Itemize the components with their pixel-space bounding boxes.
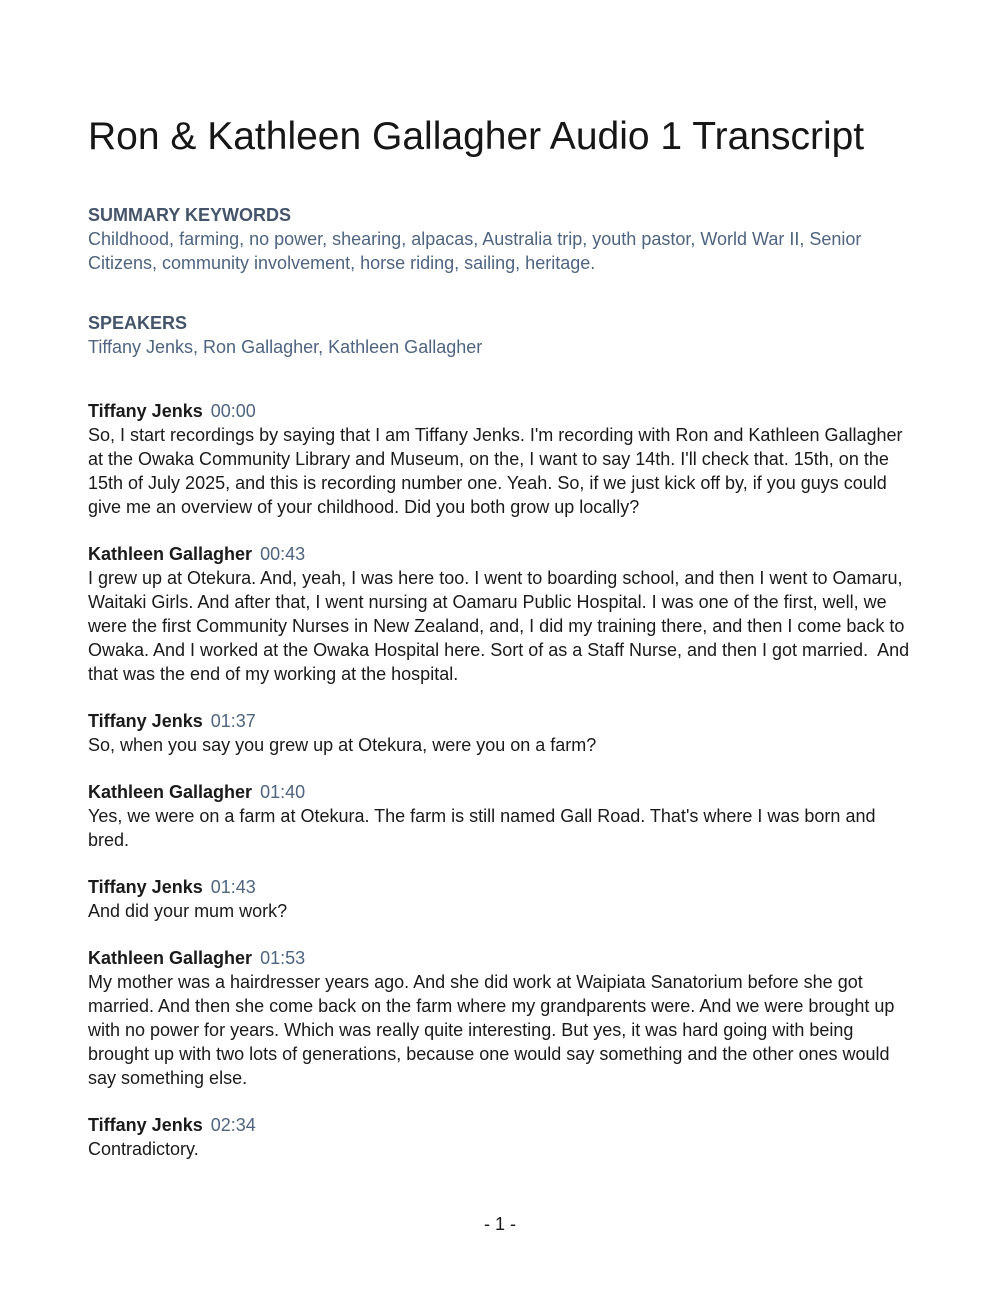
timestamp: 01:43 bbox=[210, 877, 256, 897]
utterance-text: I grew up at Otekura. And, yeah, I was here too. I went to boarding school, and then I went to Oamaru, Waitaki Girls. And after that, I went nursing at Oamaru Public Hospital. I was one of the first, well, we were the first Community Nurses in New Zealand, and, I did my training there, and then I come back to Owaka. And I worked at the Owaka Hospital here. Sort of as a Staff Nurse, and then I got married. And that was the end of my working at the hospital. bbox=[88, 568, 915, 684]
speaker-name: Kathleen Gallagher bbox=[88, 782, 253, 802]
utterance bbox=[88, 780, 912, 852]
utterance bbox=[88, 875, 912, 923]
utterance-header bbox=[88, 946, 912, 970]
utterance-text: Contradictory. bbox=[88, 1139, 199, 1159]
utterance-header bbox=[88, 709, 912, 733]
utterance bbox=[88, 709, 912, 757]
timestamp: 01:40 bbox=[260, 782, 306, 802]
utterance-text: And did your mum work? bbox=[88, 901, 288, 921]
summary-keywords-text: Childhood, farming, no power, shearing, alpacas, Australia trip, youth pastor, World War II, Senior Citizens, community involvement, horse riding, sailing, heritage. bbox=[88, 229, 867, 273]
speaker-name: Tiffany Jenks bbox=[88, 401, 203, 421]
page-content bbox=[88, 0, 915, 1161]
timestamp: 02:34 bbox=[210, 1115, 256, 1135]
utterance-text: So, I start recordings by saying that I am Tiffany Jenks. I'm recording with Ron and Kathleen Gallagher at the Owaka Community Library and Museum, on the, I want to say 14th. I'll check that. 15th, on the 15th of July 2025, and this is recording number one. Yeah. So, if we just kick off by, if you guys could give me an overview of your childhood. Did you both grow up locally? bbox=[88, 425, 908, 517]
utterance bbox=[88, 542, 915, 686]
utterance-header bbox=[88, 1113, 912, 1137]
timestamp: 01:37 bbox=[210, 711, 256, 731]
speaker-name: Kathleen Gallagher bbox=[88, 544, 253, 564]
speaker-name: Tiffany Jenks bbox=[88, 711, 203, 731]
page-title: Ron & Kathleen Gallagher Audio 1 Transcript bbox=[88, 115, 865, 158]
transcript bbox=[88, 399, 915, 1161]
utterance-text: Yes, we were on a farm at Otekura. The farm is still named Gall Road. That's where I was born and bred. bbox=[88, 806, 881, 850]
utterance-header bbox=[88, 875, 912, 899]
utterance-text: So, when you say you grew up at Otekura, were you on a farm? bbox=[88, 735, 597, 755]
utterance-header bbox=[88, 542, 912, 566]
speaker-name: Kathleen Gallagher bbox=[88, 948, 253, 968]
timestamp: 01:53 bbox=[260, 948, 306, 968]
utterance-header bbox=[88, 780, 912, 804]
utterance bbox=[88, 399, 912, 519]
utterance bbox=[88, 946, 912, 1090]
utterance-header bbox=[88, 399, 912, 423]
speaker-name: Tiffany Jenks bbox=[88, 877, 203, 897]
speakers-label: SPEAKERS bbox=[88, 313, 188, 333]
summary-keywords-label: SUMMARY KEYWORDS bbox=[88, 205, 292, 225]
utterance-text: My mother was a hairdresser years ago. And she did work at Waipiata Sanatorium before she got married. And then she come back on the farm where my grandparents were. And we were brought up with no power for years. Which was really quite interesting. But yes, it was hard going with being brought up with two lots of generations, because one would say something and the other ones would say something else. bbox=[88, 972, 900, 1088]
timestamp: 00:43 bbox=[260, 544, 306, 564]
speakers-text: Tiffany Jenks, Ron Gallagher, Kathleen Gallagher bbox=[88, 337, 483, 357]
timestamp: 00:00 bbox=[210, 401, 256, 421]
page-number: - 1 - bbox=[483, 1214, 516, 1234]
utterance bbox=[88, 1113, 912, 1161]
speaker-name: Tiffany Jenks bbox=[88, 1115, 203, 1135]
